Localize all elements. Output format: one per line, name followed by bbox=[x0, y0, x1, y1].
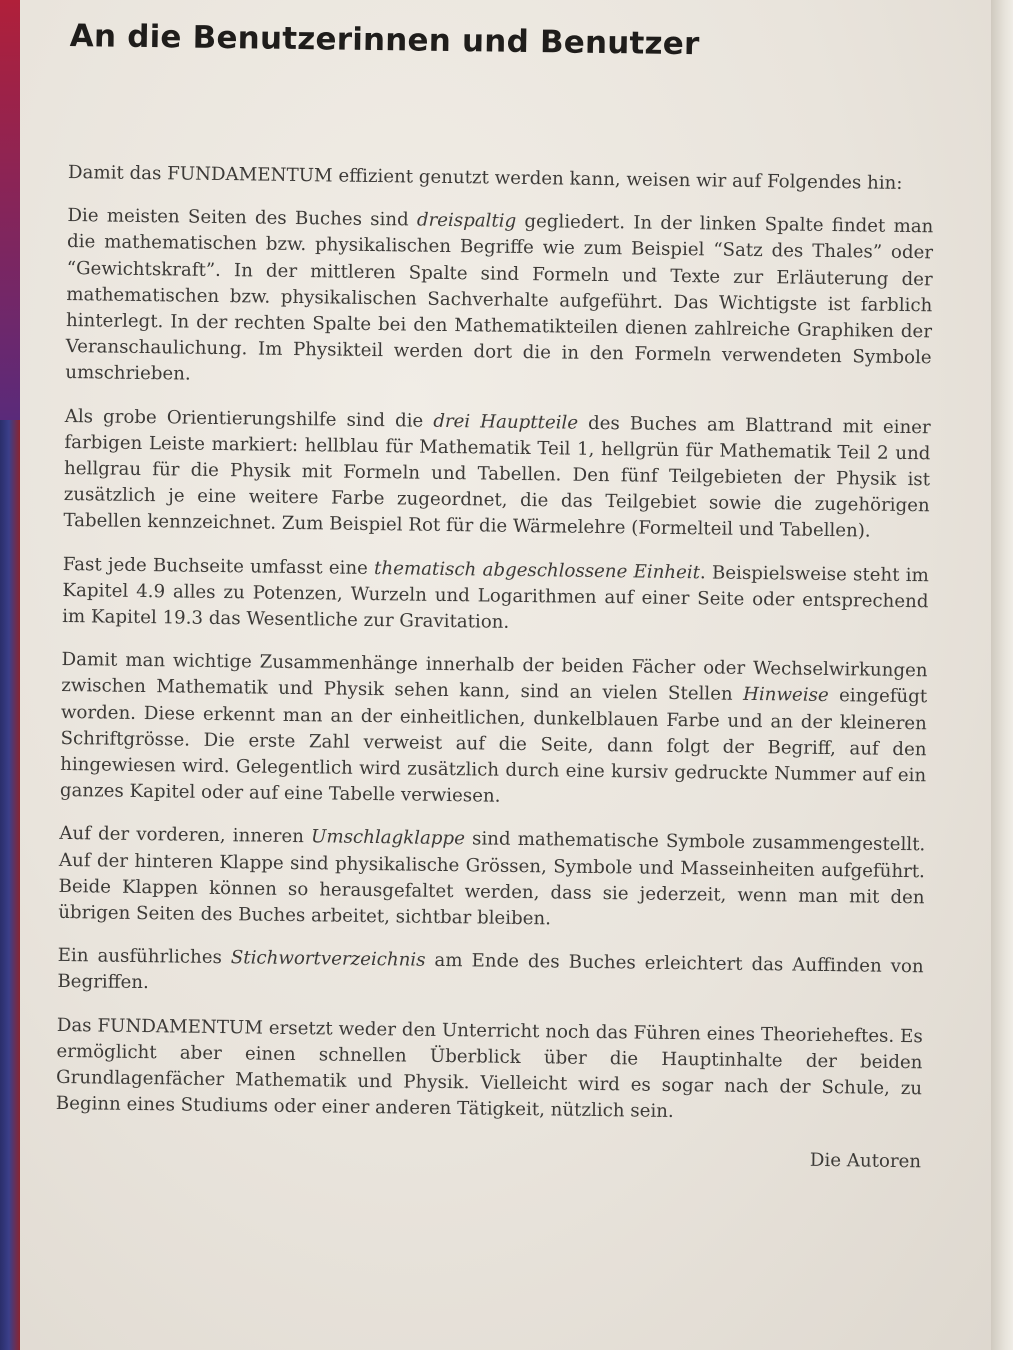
paragraph-emphasis: Stichwortverzeichnis bbox=[230, 947, 426, 972]
paragraph bbox=[68, 160, 934, 198]
book-cover-edge bbox=[0, 0, 20, 1350]
paragraph-text: Damit das FUNDAMENTUM effizient genutzt werden kann, weisen wir auf Folgendes hin: bbox=[67, 161, 903, 194]
paragraph bbox=[58, 821, 925, 937]
page-content bbox=[55, 18, 936, 1172]
paragraph-text: am Ende des Buches erleichtert das Auffinden von Begriffen. bbox=[57, 950, 924, 994]
paragraph-text: eingefügt worden. Diese erkennt man an der einheitlichen, dunkelblauen Farbe und an der kleineren Schriftgrösse. Die erste Zahl verweist auf die Seite, dann folgt der Begriff, auf den hingewiesen wird. Gelegentlich wird zusätzlich durch eine kursiv gedruckte Nummer auf ein ganzes Kapitel oder auf eine Tabelle verwiesen. bbox=[59, 685, 928, 807]
paragraph-emphasis: thematisch abgeschlossene Einheit bbox=[373, 557, 701, 583]
paragraph bbox=[56, 1013, 923, 1129]
paragraph bbox=[62, 552, 929, 642]
paragraph-text: sind mathematische Symbole zusammengestellt. Auf der hinteren Klappe sind physikalische Grössen, Symbole und Masseinheiten aufgeführt. Beide Klappen können so herausgefaltet werden, dass sie jederzeit, wenn man mit den übrigen Seiten des Buches arbeitet, sichtbar bleiben. bbox=[58, 828, 926, 930]
paragraph-emphasis: Umschlagklappe bbox=[310, 826, 466, 850]
paragraph-text: Auf der vorderen, inneren bbox=[59, 823, 312, 848]
paragraph-emphasis: Hinweise bbox=[742, 684, 829, 707]
paragraph-text: Ein ausführliches bbox=[57, 945, 232, 969]
paragraph-text: Damit man wichtige Zusammenhänge innerhalb der beiden Fächer oder Wechselwirkungen zwischen Mathematik und Physik sehen kann, sind an vielen Stellen bbox=[61, 649, 928, 706]
paragraph-text: des Buches am Blattrand mit einer farbigen Leiste markiert: hellblau für Mathematik Teil 1, hellgrün für Mathematik Teil 2 und hellgrau für die Physik mit Formeln und Tabellen. Den fünf Teilgebieten der Physik ist zusätzlich je eine weitere Farbe zugeordnet, die das Teilgebiet sowie die zugehörigen Tabellen kennzeichnet. Zum Beispiel Rot für die Wärmelehre (Formelteil und Tabellen). bbox=[63, 412, 931, 542]
cover-color-stripe bbox=[0, 0, 20, 420]
paragraph-text: . Beispielsweise steht im Kapitel 4.9 alles zu Potenzen, Wurzeln und Logarithmen auf einer Seite oder entsprechend im Kapitel 19.3 das Wesentliche zur Gravitation. bbox=[62, 561, 929, 633]
paragraph-text: Als grobe Orientierungshilfe sind die bbox=[64, 405, 434, 432]
book-page bbox=[20, 0, 992, 1350]
paragraph-text: Die meisten Seiten des Buches sind bbox=[67, 205, 418, 231]
paragraph bbox=[65, 203, 933, 398]
paragraph bbox=[57, 943, 924, 1007]
paragraph-text: gegliedert. In der linken Spalte findet man die mathematischen bzw. physikalischen Begriffe wie zum Beispiel “Satz des Thales” oder “Gewichtskraft”. In der mittleren Spalte sind Formeln und Texte zur Erläuterung der mathematischen bzw. physikalischen Sachverhalte aufgeführt. Das Wichtigste ist farblich hinterlegt. In der rechten Spalte bei den Mathematikteilen dienen zahlreiche Graphiken der Veranschaulichung. Im Physikteil werden dort die in den Formeln verwendeten Symbole umschrieben. bbox=[65, 211, 934, 386]
page-title: An die Benutzerinnen und Benutzer bbox=[69, 18, 700, 63]
paragraph-text: Fast jede Buchseite umfasst eine bbox=[62, 553, 375, 579]
paragraph bbox=[63, 404, 931, 546]
paragraph bbox=[60, 647, 928, 816]
paragraph-text: Das FUNDAMENTUM ersetzt weder den Unterricht noch das Führen eines Theorieheftes. Es ermöglicht aber einen schnellen Überblick über die Hauptinhalte der beiden Grundlagenfächer Mathematik und Physik. Vielleicht wird es sogar nach der Schule, zu Beginn eines Studiums oder einer anderen Tätigkeit, nützlich sein. bbox=[55, 1014, 923, 1123]
page-edge-right bbox=[991, 0, 1013, 1350]
paragraph-emphasis: dreispaltig bbox=[416, 209, 517, 233]
paragraph-list bbox=[56, 160, 934, 1129]
signature: Die Autoren bbox=[809, 1149, 922, 1172]
paragraph-emphasis: drei Hauptteile bbox=[433, 410, 579, 434]
